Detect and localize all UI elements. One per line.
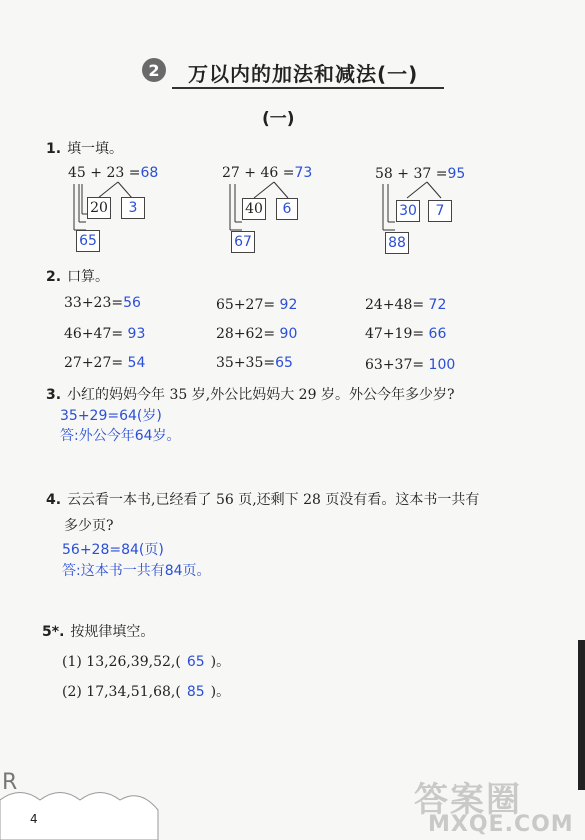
q4-answer: 答:这本书一共有84页。	[62, 563, 211, 579]
sequence: (2) 17,34,51,68,(	[62, 684, 181, 700]
answer: 90	[279, 326, 298, 342]
equals-sign: =	[435, 166, 448, 182]
expression: 47+19=	[365, 326, 425, 342]
expression: 46+47=	[64, 326, 124, 342]
q1-item-2-split-ones: 6	[276, 198, 298, 220]
q1-item-3-split-tens: 30	[396, 200, 420, 222]
addend-b: 37	[413, 166, 432, 182]
corner-letter: R	[2, 770, 18, 795]
q3-work: 35+29=64(岁)	[60, 408, 162, 424]
q1-number: 1.	[46, 141, 62, 157]
answer: 85	[186, 684, 205, 700]
q3-answer: 答:外公今年64岁。	[60, 428, 181, 444]
q5-instruction: 按规律填空。	[70, 624, 155, 640]
q2-instruction: 口算。	[67, 269, 110, 285]
q1-item-1-split-tens: 20	[87, 197, 111, 219]
sequence: (1) 13,26,39,52,(	[62, 654, 181, 670]
answer: 93	[127, 326, 146, 342]
chapter-title: 万以内的加法和减法(一)	[188, 62, 419, 86]
answer: 56	[123, 295, 141, 311]
answer: 100	[428, 357, 456, 373]
expression: 27+27=	[64, 355, 124, 371]
q1-item-2-split-tens: 40	[242, 198, 266, 220]
closing: )。	[210, 654, 231, 670]
answer: 95	[447, 166, 466, 182]
equals-sign: =	[128, 165, 141, 181]
q1-item-3-partial-sum: 88	[385, 232, 409, 254]
watermark-url: MXQE.COM	[428, 812, 574, 837]
expression: 33+23=	[64, 295, 124, 311]
q2-number: 2.	[46, 269, 62, 285]
plus-sign: +	[397, 166, 410, 182]
answer: 54	[127, 355, 146, 371]
q4-number: 4.	[46, 492, 62, 508]
expression: 65+27=	[216, 297, 276, 313]
q3-number: 3.	[46, 387, 62, 403]
q1-item-1-split-ones: 3	[121, 197, 145, 219]
page-binding-edge	[578, 640, 585, 790]
q1-item-3-split-ones: 7	[428, 200, 452, 222]
q4-work: 56+28=84(页)	[62, 542, 164, 558]
answer: 92	[279, 297, 298, 313]
q1-item-2-partial-sum: 67	[231, 231, 255, 253]
addend-a: 27	[222, 165, 240, 181]
expression: 35+35=	[216, 355, 276, 371]
addend-a: 45	[68, 165, 86, 181]
addend-b: 23	[106, 165, 125, 181]
answer: 65	[275, 355, 293, 371]
addend-a: 58	[375, 166, 393, 182]
q4-text-line2: 多少页?	[64, 518, 114, 534]
q1-instruction: 填一填。	[67, 141, 124, 157]
answer: 72	[428, 297, 447, 313]
equals-sign: =	[282, 165, 295, 181]
expression: 63+37=	[365, 357, 425, 373]
q4-text-line1: 云云看一本书,已经看了 56 页,还剩下 28 页没有看。这本书一共有	[67, 492, 480, 508]
answer: 73	[294, 165, 313, 181]
q3-text: 小红的妈妈今年 35 岁,外公比妈妈大 29 岁。外公今年多少岁?	[67, 387, 455, 403]
answer: 66	[428, 326, 447, 342]
expression: 24+48=	[365, 297, 425, 313]
watermark-logo-text: 答案圈	[414, 780, 522, 820]
q1-item-1-partial-sum: 65	[76, 230, 100, 252]
answer: 65	[186, 654, 205, 670]
plus-sign: +	[90, 165, 103, 181]
closing: )。	[210, 684, 231, 700]
addend-b: 46	[260, 165, 279, 181]
answer: 68	[140, 165, 159, 181]
section-label: (一)	[262, 109, 295, 129]
chapter-number-badge: 2	[142, 58, 166, 82]
page-number: 4	[30, 812, 38, 826]
expression: 28+62=	[216, 326, 276, 342]
plus-sign: +	[244, 165, 257, 181]
q5-number: 5*.	[42, 624, 65, 640]
